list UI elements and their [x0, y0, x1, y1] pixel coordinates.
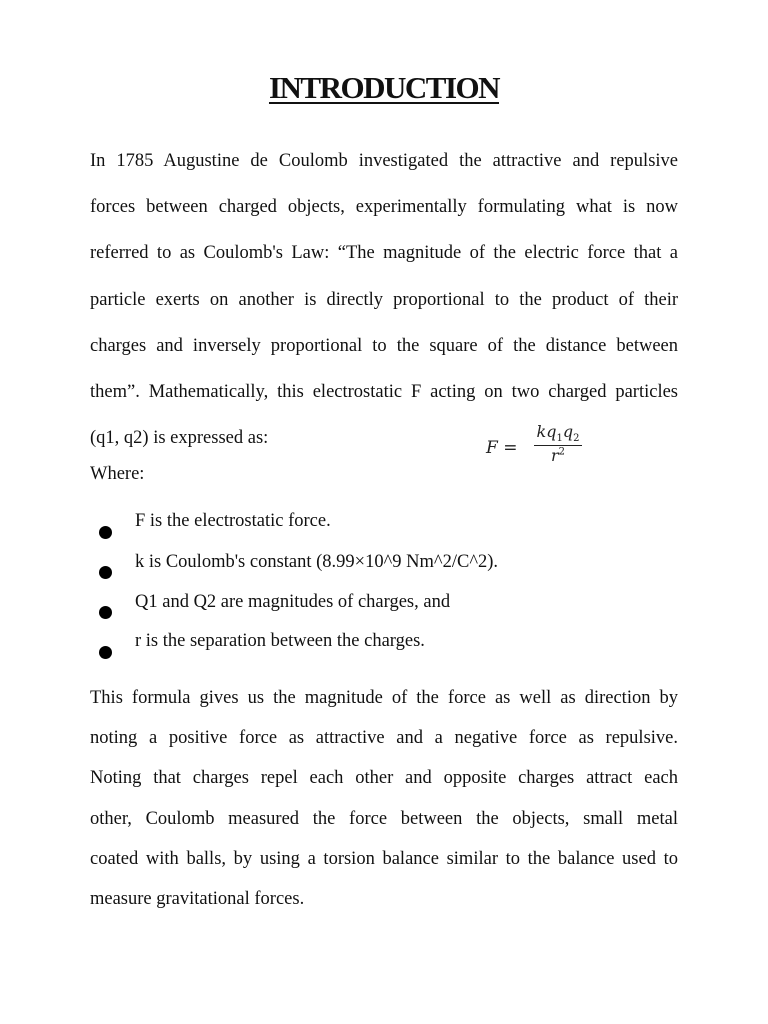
- text-line: noting a positive force as attractive and a negative force as repulsive.: [90, 728, 678, 749]
- formula-sub2: 2: [573, 433, 580, 445]
- list-item: r is the separation between the charges.: [135, 631, 425, 651]
- where-label: Where:: [90, 464, 145, 484]
- bullet-dot-icon: [99, 526, 112, 539]
- text-line: coated with balls, by using a torsion balance similar to the balance used to: [90, 848, 678, 869]
- bullet-dot-icon: [99, 646, 112, 659]
- formula-sup: 2: [558, 446, 566, 458]
- text-line: other, Coulomb measured the force between the objects, small metal: [90, 808, 678, 829]
- text-line: charges and inversely proportional to the square of the distance between: [90, 335, 678, 356]
- formula-sub1: 1: [556, 433, 563, 445]
- text-line: referred to as Coulomb's Law: “The magnitude of the electric force that a: [90, 243, 678, 264]
- text-line: (q1, q2) is expressed as:: [90, 428, 269, 449]
- text-line: measure gravitational forces.: [90, 889, 305, 910]
- list-item: k is Coulomb's constant (8.99×10^9 Nm^2/C^2).: [135, 552, 499, 572]
- text-line: forces between charged objects, experimentally formulating what is now: [90, 197, 678, 218]
- formula-numerator: [534, 422, 582, 446]
- formula-denominator: [534, 446, 582, 465]
- formula-fraction: [534, 422, 582, 465]
- formula-r: r: [550, 446, 559, 466]
- explanation-paragraph: [90, 678, 678, 919]
- formula-lhs: F =: [486, 438, 518, 458]
- formula-q2: q: [562, 422, 574, 441]
- text-line: them”. Mathematically, this electrostatic F acting on two charged particles: [90, 382, 678, 403]
- formula-kq: kq: [536, 422, 557, 441]
- text-line: Noting that charges repel each other and opposite charges attract each: [90, 768, 678, 789]
- list-item: F is the electrostatic force.: [135, 511, 331, 531]
- intro-paragraph: [90, 138, 678, 461]
- text-line: particle exerts on another is directly proportional to the product of their: [90, 289, 678, 310]
- list-item: Q1 and Q2 are magnitudes of charges, and: [135, 592, 451, 612]
- coulomb-formula: [478, 416, 588, 478]
- text-line: This formula gives us the magnitude of the force as well as direction by: [90, 688, 678, 708]
- page-title: INTRODUCTION: [268, 70, 500, 105]
- text-line: In 1785 Augustine de Coulomb investigated the attractive and repulsive: [90, 151, 678, 171]
- bullet-dot-icon: [99, 606, 112, 619]
- bullet-dot-icon: [99, 566, 112, 579]
